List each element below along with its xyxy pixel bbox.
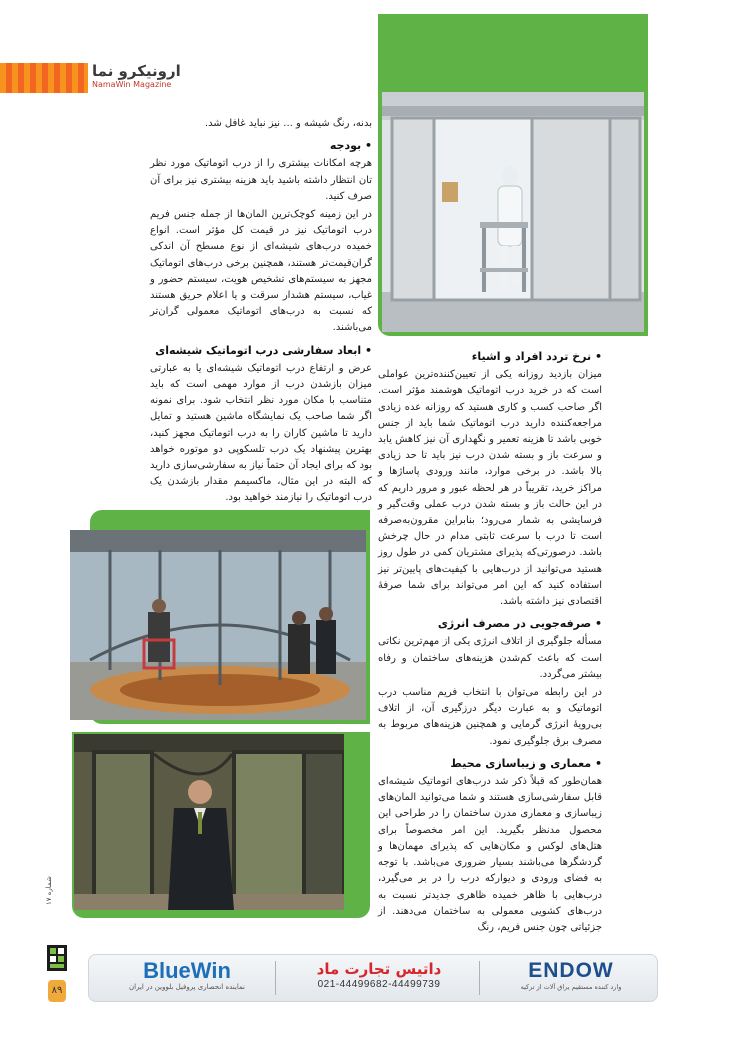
left-text-column (150, 116, 372, 509)
endow-ad (493, 959, 649, 997)
dimensions-paragraph: عرض و ارتفاع درب اتوماتیک شیشه‌ای یا به عبارتی میزان بازشدن درب از موارد مهمی است که باید متناسب با مکان مورد نظر انتخاب شود. برای نمونه اگر شما صاحب یک نمایشگاه ماشین هستید و تمایل دارید تا ماشین کاران را به درب اتوماتیک مجهز کنید، بهترین پیشنهاد یک درب تلسکوپی دو موتوره خواهد بود که برای ایجاد آن حتماً نیاز به سفارشی‌سازی دارید که البته در این مثال، ماکسیمم مقدار بازشدن یک درب اتوماتیک را نیازمند خواهید بود. (150, 362, 372, 504)
magazine-logo (92, 62, 232, 92)
ad-divider-2 (479, 961, 480, 995)
magazine-grid-icon (46, 944, 68, 972)
dimensions-heading: • ابعاد سفارشی درب اتوماتیک شیشه‌ای (155, 343, 372, 357)
logo-subtitle: NamaWin Magazine (92, 80, 172, 89)
budget-paragraph-2: در این زمینه کوچک‌ترین المان‌ها از جمله جنس فریم درب اتوماتیک نیز در قیمت کل مؤثر است. انواع خمیده درب‌های شیشه‌ای از نوع مسطح آن اندکی گران‌قیمت‌تر هستند، همچنین برخی درب‌های اتوماتیک مجهز به سیستم‌های تشخیص هویت، سیستم حضور و غیاب، سیستم هشدار سرقت و یا اعلام حریق هستند که نسبت به درب‌های اتوماتیک معمولی گران‌تر می‌باشند. (150, 209, 372, 334)
datis-phone: 021-44499682-44499739 (317, 979, 441, 990)
energy-paragraph-2: در این رابطه می‌توان با انتخاب فریم مناسب درب اتوماتیک و به عبارت دیگر درزگیری آن، از اتلاف بی‌رویهٔ انرژی گرمایی و همچنین هزینه‌های مربوط به مصرف برق جلوگیری نمود. (378, 687, 602, 747)
advertisement-strip (88, 954, 658, 1002)
architecture-heading: • معماری و زیباسازی محیط (450, 756, 602, 770)
ad-divider (275, 961, 276, 995)
bluewin-ad (107, 959, 267, 997)
logo-title: ارونیکرو نما (92, 62, 181, 80)
revolving-door-photo (70, 530, 366, 720)
budget-heading: • بودجه (329, 139, 372, 153)
budget-paragraph-1: هرچه امکانات بیشتری را از درب اتوماتیک مورد نظر تان انتظار داشته باشید باید هزینه بیشتری نیز برای آن صرف کنید. (150, 158, 372, 202)
cleanroom-door-photo (382, 92, 644, 332)
datis-ad (289, 959, 469, 997)
businessman-door-photo (74, 734, 344, 910)
endow-logo: ENDOW (528, 959, 614, 982)
page-number: ۸۹ (48, 980, 66, 1002)
issue-number: شماره ۱۷ (45, 876, 53, 905)
energy-heading: • صرفه‌جویی در مصرف انرژی (437, 617, 602, 631)
traffic-heading: • نرخ تردد افراد و اشیاء (471, 350, 602, 363)
architecture-paragraph: همان‌طور که قبلاً ذکر شد درب‌های اتوماتیک شیشه‌ای قابل سفارشی‌سازی هستند و شما می‌توانید المان‌های زیباسازی و معماری مدرن ساختمان را در طراحی این محصول مدنظر بگیرید. این امر مخصوصاً برای هتل‌های لوکس و مکان‌هایی که پذیرای مهمان‌ها و گردشگرها می‌باشند بسیار ضروری می‌باشد. با توجه به فضای ورودی و دیوارکه درب را در بر می‌گیرد، درب‌هایی با ظاهر خمیده ظاهری جدیدتر نسبت به درب‌های کشویی معمولی به ساختمان می‌دهند. از جزئیاتی چون جنس فریم، رنگ (378, 776, 602, 933)
datis-name: داتیس تجارت ماد (316, 960, 442, 978)
endow-tagline: وارد کننده مستقیم یراق آلات از ترکیه (520, 983, 622, 991)
traffic-paragraph: میزان بازدید روزانه یکی از تعیین‌کننده‌ترین عواملی است که در خرید درب اتوماتیک هوشمند مؤثر است. اگر صاحب کسب و کاری هستید که روزانه عده زیادی مراجعه‌کننده دارید درب اتوماتیک شما باید از جنس خوبی باشد تا هزینه تعمیر و نگهداری آن نیز کاهش یابد و سرعت باز و بسته شدن درب نیز باید تا حد زیادی بالا باشد. در برخی موارد، مانند ورودی پاساژها و مراکز خرید، تقریباً در هر لحظه عبور و مرور داریم که در این حالت باز و بسته شدن درب عملی وقت‌گیر و فرسایشی به شمار می‌رود؛ بنابراین مقرون‌به‌صرفه است تا درب با سرعت ثابتی مدام در حال چرخش باشد. درصورتی‌که پذیرای مشتریان کمی در طول روز هستید می‌توانید از درب‌هایی با کیفیت‌های پایین‌تر نیز استفاده کنید که این امر می‌تواند برای شما صرفهٔ اقتصادی نیز داشته باشد. (378, 369, 602, 608)
intro-line: بدنه، رنگ شیشه و ... نیز نباید غافل شد. (204, 118, 372, 129)
bluewin-logo: BlueWin (143, 958, 231, 983)
energy-paragraph-1: مسأله جلوگیری از اتلاف انرژی یکی از مهم‌ترین نکاتی است که باعث کم‌شدن هزینه‌های ساختمان و رفاه بیشتر می‌گردد. (378, 636, 602, 680)
header-color-bar (0, 63, 88, 93)
right-text-column (378, 343, 602, 938)
bluewin-tagline: نماینده انحصاری پروفیل بلووین در ایران (129, 983, 245, 991)
